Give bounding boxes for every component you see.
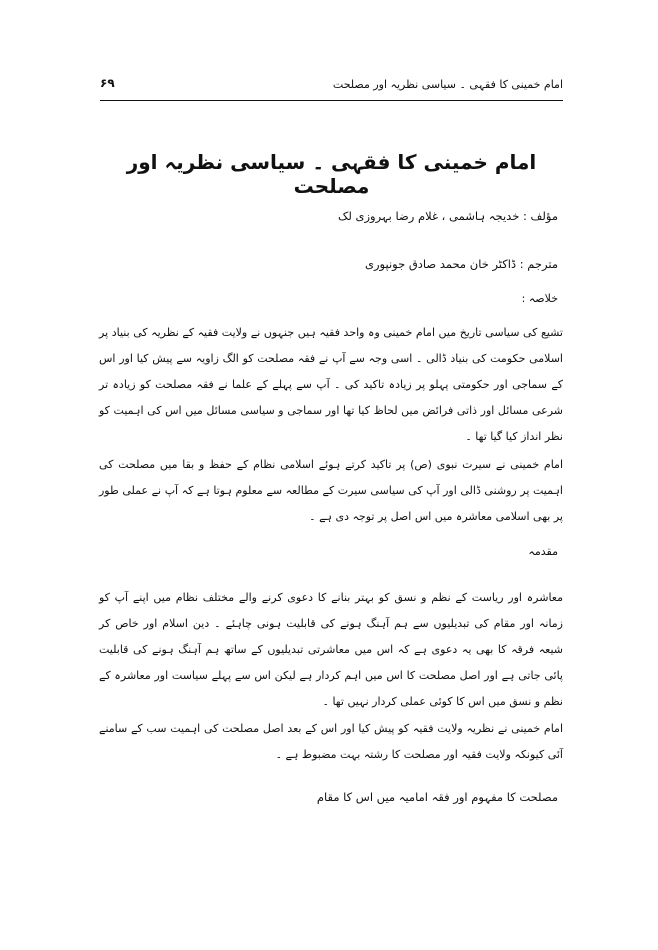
section-subheading: مصلحت کا مفہوم اور فقہ امامیہ میں اس کا مقام (316, 790, 558, 804)
running-title: امام خمینی کا فقہی ۔ سیاسی نظریہ اور مصلحت (332, 78, 563, 91)
intro-paragraph-1: معاشرہ اور ریاست کے نظم و نسق کو بہتر بنانے کا دعوی کرنے والے مختلف نظام میں اپنے آپ کو زمانہ اور مقام کی تبدیلیوں سے ہم آہنگ ہونے کی قابلیت ہونی چاہئے ۔ دین اسلام اور خاص کر شیعہ فرقہ کا بھی یہ دعوی ہے کہ اس میں معاشرتی تبدیلیوں کے ساتھ ہم آہنگ ہونے کی قابلیت پائی جاتی ہے اور اصل مصلحت کا اس میں اہم کردار ہے لیکن اس سے پہلے سیاست اور معاشرہ کے نظم و نسق میں اس کا کوئی عملی کردار نہیں تھا ۔ (99, 591, 563, 708)
intro-paragraph-2: امام خمینی نے نظریہ ولایت فقیہ کو پیش کیا اور اس کے بعد اصل مصلحت کی اہمیت سب کے سامنے آئی کیونکہ ولایت فقیہ اور مصلحت کا رشتہ بہت مضبوط ہے ۔ (99, 722, 563, 761)
abstract-label: خلاصہ : (521, 292, 558, 305)
authors-line: مؤلف : خدیجہ ہاشمی ، غلام رضا بہروزی لک (338, 209, 558, 223)
page-number: ۶۹ (100, 76, 115, 90)
abstract-paragraph-2: امام خمینی نے سیرت نبوی (ص) پر تاکید کرتے ہوئے اسلامی نظام کے حفظ و بقا میں مصلحت کی اہمیت پر روشنی ڈالی اور آپ کی سیاسی سیرت کے مطالعہ سے معلوم ہوتا ہے کہ آپ نے عملی طور پر بھی اسلامی معاشرہ میں اس اصل پر توجہ دی ہے ۔ (99, 458, 563, 523)
abstract-paragraph-1: تشیع کی سیاسی تاریخ میں امام خمینی وہ واحد فقیہ ہیں جنہوں نے ولایت فقیہ کے نظریہ کی بنیاد پر اسلامی حکومت کی بنیاد ڈالی ۔ اسی وجہ سے آپ نے فقہ مصلحت کو الگ زاویہ سے پیش کیا اور اس کے سماجی اور حکومتی پہلو پر زیادہ تاکید کی ۔ آپ سے پہلے کے علما نے فقہ مصلحت کو زیادہ تر شرعی مسائل اور ذاتی فرائض میں لحاظ کیا تھا اور سماجی و سیاسی مسائل میں اس کی اہمیت کو نظر انداز کیا گیا تھا ۔ (99, 326, 563, 443)
article-title: امام خمینی کا فقہی ۔ سیاسی نظریہ اور مصلحت (126, 150, 537, 198)
intro-label: مقدمہ (528, 545, 558, 558)
translator-line: مترجم : ڈاکٹر خان محمد صادق جونپوری (364, 257, 558, 271)
running-header (100, 70, 563, 101)
